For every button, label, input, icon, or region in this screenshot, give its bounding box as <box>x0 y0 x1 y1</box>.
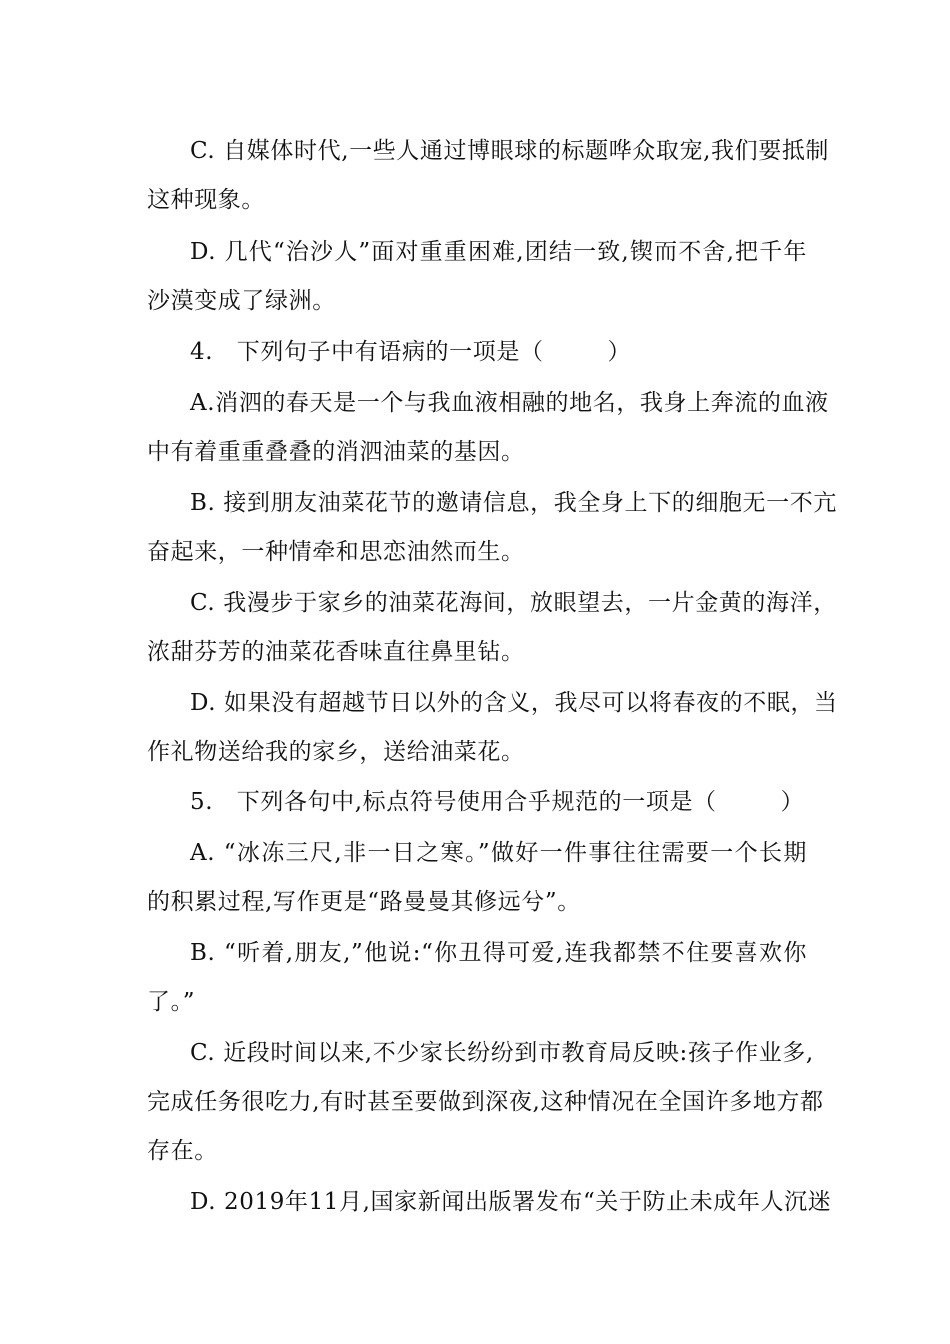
option-a-q4-line-1: A.消泗的春天是一个与我血液相融的地名，我身上奔流的血液 <box>190 390 829 416</box>
option-b-q4-line-1: B. 接到朋友油菜花节的邀请信息，我全身上下的细胞无一不亢 <box>190 490 837 516</box>
option-d-q3-line-1: D. 几代“治沙人”面对重重困难,团结一致,锲而不舍,把千年 <box>190 239 807 265</box>
option-c-q5-line-1: C. 近段时间以来,不少家长纷纷到市教育局反映:孩子作业多, <box>190 1040 814 1066</box>
option-c-q5-line-2: 完成任务很吃力,有时甚至要做到深夜,这种情况在全国许多地方都 <box>147 1089 824 1115</box>
option-c-q4-line-2: 浓甜芬芳的油菜花香味直往鼻里钻。 <box>147 639 525 665</box>
option-a-q5-line-1: A. “冰冻三尺,非一日之寒。”做好一件事往往需要一个长期 <box>190 840 807 866</box>
option-d-q4-line-2: 作礼物送给我的家乡，送给油菜花。 <box>147 739 525 765</box>
option-c-q3-line-2: 这种现象。 <box>147 187 265 213</box>
question-4-close-paren: ） <box>607 339 632 365</box>
option-d-q4-line-1: D. 如果没有超越节日以外的含义，我尽可以将春夜的不眠，当 <box>190 690 838 716</box>
question-5-stem: 5. 下列各句中,标点符号使用合乎规范的一项是（ <box>190 789 717 815</box>
option-b-q5-line-2: 了。” <box>147 989 196 1015</box>
option-a-q5-line-2: 的积累过程,写作更是“路曼曼其修远兮”。 <box>147 889 581 915</box>
option-d-q5-line-1: D. 2019年11月,国家新闻出版署发布“关于防止未成年人沉迷 <box>190 1189 832 1215</box>
question-5-close-paren: ） <box>780 789 805 815</box>
option-b-q5-line-1: B. “听着,朋友,”他说:“你丑得可爱,连我都禁不住要喜欢你 <box>190 940 807 966</box>
option-b-q4-line-2: 奋起来，一种情牵和思恋油然而生。 <box>147 539 525 565</box>
option-c-q5-line-3: 存在。 <box>147 1138 218 1164</box>
question-4 <box>190 337 807 367</box>
option-d-q3-line-2: 沙漠变成了绿洲。 <box>147 288 336 314</box>
option-c-q4-line-1: C. 我漫步于家乡的油菜花海间，放眼望去，一片金黄的海洋， <box>190 590 837 616</box>
option-c-q3-line-1: C. 自媒体时代,一些人通过博眼球的标题哗众取宠,我们要抵制 <box>190 138 830 164</box>
question-4-stem: 4. 下列句子中有语病的一项是（ <box>190 339 544 365</box>
question-5 <box>190 787 807 817</box>
option-a-q4-line-2: 中有着重重叠叠的消泗油菜的基因。 <box>147 439 525 465</box>
